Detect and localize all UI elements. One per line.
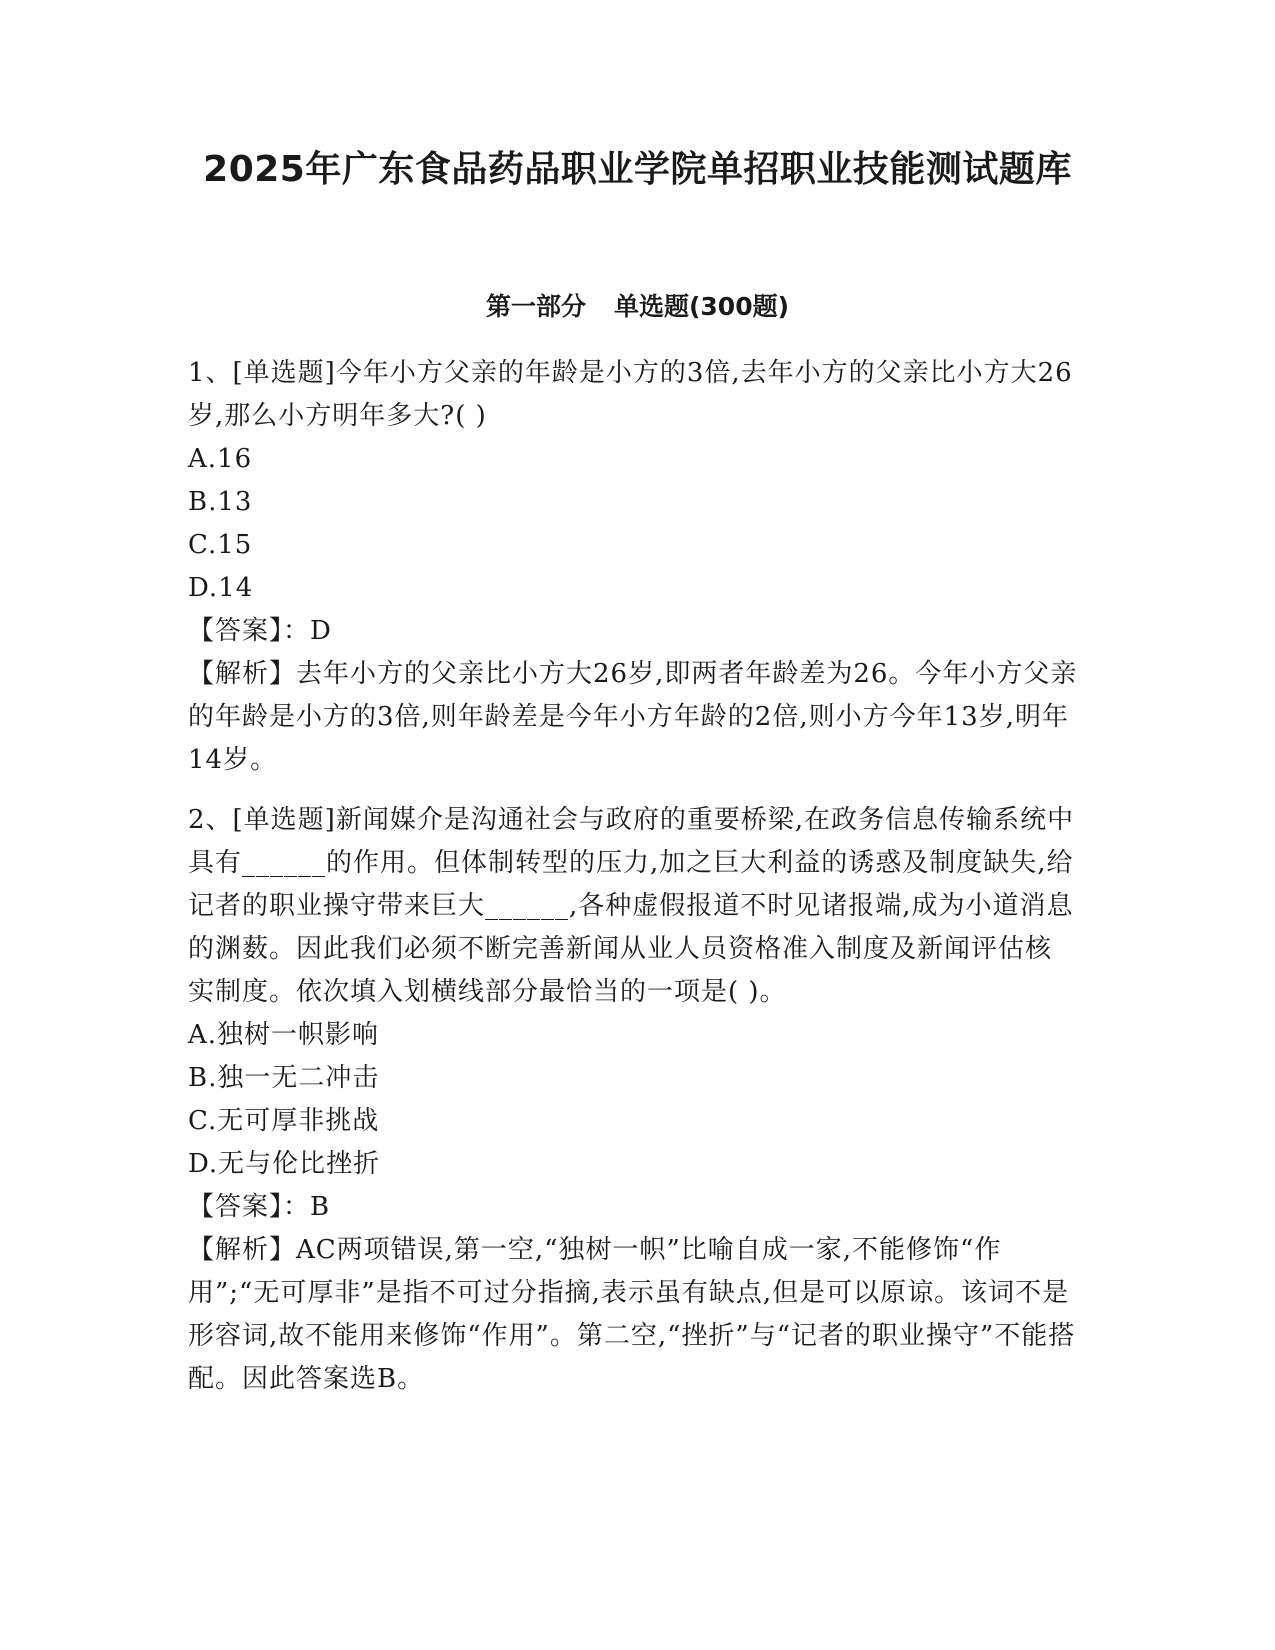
question-1	[188, 352, 1078, 782]
answer-line: 【答案】：B	[188, 1192, 331, 1222]
question-2	[188, 799, 1078, 1401]
question-stem: 1、[单选题]今年小方父亲的年龄是小方的3倍,去年小方的父亲比小方大26岁,那么小方明年多大?( )	[188, 358, 1073, 431]
section-name-label: 单选题(300题)	[613, 292, 790, 321]
document-title: 2025年广东食品药品职业学院单招职业技能测试题库	[203, 149, 1072, 190]
option-b: B.独一无二冲击	[188, 1063, 380, 1093]
option-d: D.无与伦比挫折	[188, 1149, 381, 1179]
option-a: A.16	[188, 444, 253, 474]
section-heading	[0, 290, 1275, 324]
option-b: B.13	[188, 487, 253, 517]
question-stem: 2、[单选题]新闻媒介是沟通社会与政府的重要桥梁,在政务信息传输系统中具有______的作用。但体制转型的压力,加之巨大利益的诱惑及制度缺失,给记者的职业操守带来巨大______,各种虚假报道不时见诸报端,成为小道消息的渊薮。因此我们必须不断完善新闻从业人员资格准入制度及新闻评估核实制度。依次填入划横线部分最恰当的一项是( )。	[188, 805, 1075, 1007]
option-c: C.15	[188, 530, 253, 560]
analysis-text: 【解析】去年小方的父亲比小方大26岁,即两者年龄差为26。今年小方父亲的年龄是小方的3倍,则年龄差是今年小方年龄的2倍,则小方今年13岁,明年14岁。	[188, 659, 1078, 775]
answer-line: 【答案】：D	[188, 616, 332, 646]
option-a: A.独树一帜影响	[188, 1020, 380, 1050]
option-c: C.无可厚非挑战	[188, 1106, 380, 1136]
question-list	[188, 352, 1078, 1401]
option-d: D.14	[188, 573, 254, 603]
analysis-text: 【解析】AC两项错误,第一空,“独树一帜”比喻自成一家,不能修饰“作用”;“无可厚非”是指不可过分指摘,表示虽有缺点,但是可以原谅。该词不是形容词,故不能用来修饰“作用”。第二空,“挫折”与“记者的职业操守”不能搭配。因此答案选B。	[188, 1235, 1076, 1394]
section-part-label: 第一部分	[485, 292, 586, 321]
